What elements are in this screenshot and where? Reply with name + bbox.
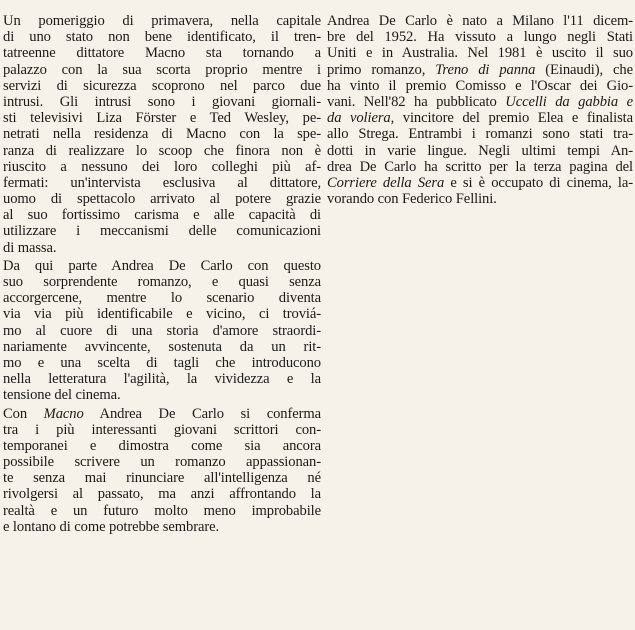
text-line: riuscito a nessuno dei loro colleghi più af- [3,158,321,175]
text-line [327,110,633,126]
text-line [3,406,321,422]
text-line: tra i più interessanti giovani scrittori con- [3,421,321,438]
text-line: Uniti e in Australia. Nel 1981 è uscito il suo [327,45,633,62]
text-line [327,62,633,78]
text-line: tatreenne dittatore Macno sta tornando a [3,45,321,62]
text-line: Da qui parte Andrea De Carlo con questo [3,257,321,274]
text-line: intrusi. Gli intrusi sono i giovani giornali- [3,93,321,110]
text-line [327,175,633,191]
text-fragment: primo romanzo, [327,61,436,78]
text-line: ha vinto il premio Comisso e l'Oscar dei Gio- [327,77,633,94]
text-line: utilizzare i meccanismi delle comunicazioni [3,223,321,240]
author-bio-column [327,13,633,207]
text-line: allo Strega. Entrambi i romanzi sono stati tra- [327,126,633,143]
text-line: mo e una scelta di tagli che introducono [3,354,321,371]
text-line: temporanei e dimostra come sia ancora [3,437,321,454]
text-line [327,94,633,110]
text-line: Andrea De Carlo è nato a Milano l'11 dicem- [327,13,633,29]
text-fragment: (Einaudi), che [535,61,633,78]
text-line: drea De Carlo ha scritto per la terza pagina del [327,158,633,175]
book-title-macno: Macno [43,405,84,422]
text-line: uomo di spettacolo arrivato al potere grazie [3,191,321,208]
book-title-uccelli-part-2: da voliera [327,110,391,127]
synopsis-paragraph-3 [3,406,321,536]
text-line: ranza di realizzare lo scoop che finora non è [3,142,321,159]
text-line: via via più identificabile e vicino, ci troviá- [3,306,321,323]
text-line: nella letteratura l'agilità, la vividezza e la [3,371,321,388]
text-fragment: , vincitore del premio Elea e finalista [390,110,633,127]
text-line: e lontano di come potrebbe sembrare. [3,518,220,535]
text-line: te senza mai rinunciare all'intelligenza né [3,470,321,487]
text-line: Un pomeriggio di primavera, nella capitale [3,13,321,29]
synopsis-paragraph-1 [3,13,321,256]
text-fragment: e si è occupato di cinema, la- [444,174,633,191]
text-line: di massa. [3,239,57,256]
book-title-uccelli-part-1: Uccelli da gabbia e [505,93,634,110]
text-fragment: Andrea De Carlo si conferma [83,405,322,422]
text-line: realtà e un futuro molto meno improbabile [3,502,321,519]
text-line: dotti in varie lingue. Negli ultimi tempi An- [327,142,633,159]
text-line: mo al cuore di una storia d'amore straordi- [3,322,321,339]
text-line: tensione del cinema. [3,387,121,404]
synopsis-column [3,13,321,535]
newspaper-title: Corriere della Sera [327,174,445,191]
text-line: rivolgersi al passato, ma anzi affrontando la [3,486,321,503]
text-line: possibile scrivere un romanzo appassionan- [3,454,321,471]
text-line: fermati: un'intervista esclusiva al dittatore, [3,174,321,191]
text-line: bre del 1952. Ha vissuto a lungo negli Stati [327,29,633,46]
book-title-treno-di-panna: Treno di panna [435,61,536,78]
text-line: di uno stato non bene identificato, il tren- [3,29,321,46]
text-fragment: Con [3,405,44,422]
text-line: sti televisivi Liza Förster e Ted Wesley, pe- [3,110,321,127]
text-line: al suo fortissimo carisma e alle capacità di [3,207,321,224]
text-line: suo sorprendente romanzo, e quasi senza [3,274,321,290]
text-line: palazzo con la sua scorta proprio mentre i [3,61,321,78]
text-line: netrati nella residenza di Macno con la spe- [3,126,321,143]
text-line: accorgercene, mentre lo scenario diventa [3,290,321,307]
synopsis-paragraph-2 [3,258,321,404]
author-bio-paragraph [327,13,633,207]
text-line: servizi di sicurezza scoprono nel parco due [3,77,321,94]
text-fragment: vani. Nell'82 ha pubblicato [327,93,506,110]
text-line: vorando con Federico Fellini. [327,191,497,208]
text-line: nariamente avvincente, sostenuta da un rit- [3,338,321,355]
